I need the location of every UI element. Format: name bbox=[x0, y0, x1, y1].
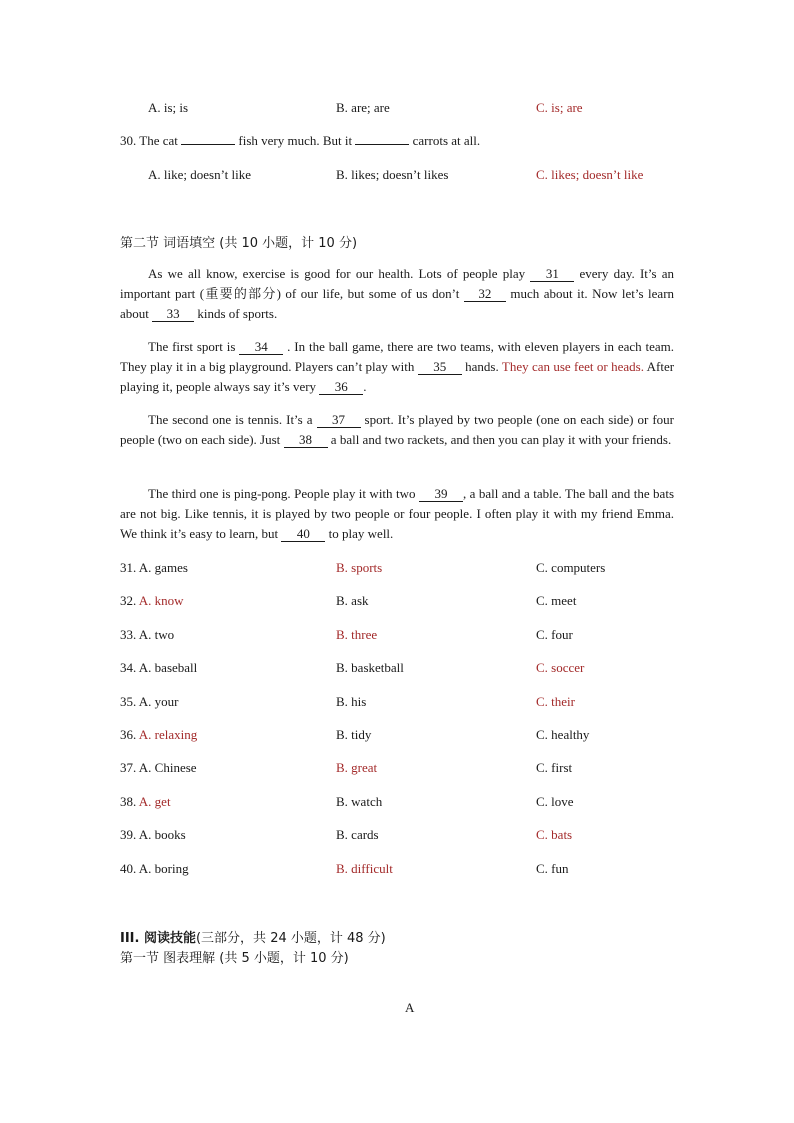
q29-option-a: A. is; is bbox=[148, 100, 189, 115]
q29-option-b: B. are; are bbox=[336, 100, 390, 115]
option-b: B. tidy bbox=[336, 727, 372, 742]
option-a: A. books bbox=[138, 827, 186, 842]
option-a: A. two bbox=[138, 627, 175, 642]
blank-31: 31 bbox=[530, 267, 574, 282]
option-b: B. great bbox=[336, 760, 378, 775]
passage-paragraph-2 bbox=[120, 337, 674, 397]
p2-text-1: The first sport is bbox=[148, 339, 236, 354]
blank-32: 32 bbox=[464, 287, 506, 302]
p2-red-sentence: They can use feet or heads. bbox=[501, 359, 644, 374]
question-number-and-option-a bbox=[120, 727, 197, 743]
q30-option-a: A. like; doesn’t like bbox=[148, 167, 252, 182]
p3-text-2: sport. It’s played by two people (one on each side) or four people (two on each side). Just bbox=[120, 412, 675, 447]
question-number-and-option-a bbox=[120, 861, 189, 877]
option-a: A. relaxing bbox=[138, 727, 198, 742]
question-number-and-option-a bbox=[120, 694, 179, 710]
option-b: B. sports bbox=[336, 560, 383, 575]
p1-text-2: every day. It’s an important part (重要的部分) of our life, but some of us don’t bbox=[120, 266, 675, 301]
question-number: 31. bbox=[120, 560, 137, 575]
option-b: B. three bbox=[336, 627, 378, 642]
question-number: 34. bbox=[120, 660, 137, 675]
option-c: C. love bbox=[536, 794, 574, 809]
blank-37: 37 bbox=[317, 413, 361, 428]
p2-text-5: . bbox=[363, 379, 367, 394]
option-a: A. Chinese bbox=[138, 760, 197, 775]
question-number: 38. bbox=[120, 794, 137, 809]
p2-text-2: . In the ball game, there are two teams, with eleven players in each team. They play it in a big playground. Players can’t play with bbox=[120, 339, 675, 374]
section-3-title-rest: (三部分，共 24 小题，计 48 分) bbox=[195, 931, 386, 946]
p1-text-1: As we all know, exercise is good for our health. Lots of people play bbox=[148, 266, 526, 281]
q30-option-c: C. likes; doesn’t like bbox=[536, 167, 644, 182]
section-2-heading: 第二节 词语填空 (共 10 小题，计 10 分) bbox=[120, 236, 358, 251]
passage-paragraph-4 bbox=[120, 484, 674, 544]
option-a: A. games bbox=[138, 560, 188, 575]
question-number: 33. bbox=[120, 627, 137, 642]
blank-39: 39 bbox=[419, 487, 463, 502]
section-3-title-bold: III. 阅读技能 bbox=[120, 931, 196, 946]
option-a: A. boring bbox=[138, 861, 189, 876]
q30-text-1: The cat bbox=[139, 133, 178, 148]
p3-text-3: a ball and two rackets, and then you can play it with your friends. bbox=[330, 432, 672, 447]
q30-blank-1 bbox=[181, 144, 235, 145]
q30-number: 30. bbox=[120, 133, 137, 148]
q29-option-c: C. is; are bbox=[536, 100, 583, 115]
blank-38: 38 bbox=[284, 433, 328, 448]
question-number: 36. bbox=[120, 727, 137, 742]
q30-text-3: carrots at all. bbox=[412, 133, 481, 148]
option-c: C. meet bbox=[536, 593, 577, 608]
question-number-and-option-a bbox=[120, 593, 184, 609]
option-a: A. know bbox=[138, 593, 184, 608]
question-number: 32. bbox=[120, 593, 137, 608]
p3-text-1: The second one is tennis. It’s a bbox=[148, 412, 313, 427]
q30-blank-2 bbox=[355, 144, 409, 145]
option-c: C. fun bbox=[536, 861, 569, 876]
option-b: B. watch bbox=[336, 794, 383, 809]
question-number: 39. bbox=[120, 827, 137, 842]
option-b: B. cards bbox=[336, 827, 379, 842]
p2-text-3: hands. bbox=[465, 359, 499, 374]
option-b: B. basketball bbox=[336, 660, 404, 675]
option-a: A. get bbox=[138, 794, 171, 809]
section-3-subheading: 第一节 图表理解 (共 5 小题，计 10 分) bbox=[120, 951, 349, 966]
question-number-and-option-a bbox=[120, 794, 171, 810]
question-number-and-option-a bbox=[120, 660, 197, 676]
p1-text-4: kinds of sports. bbox=[197, 306, 278, 321]
passage-paragraph-1 bbox=[120, 264, 674, 324]
option-c: C. first bbox=[536, 760, 573, 775]
question-number-and-option-a bbox=[120, 560, 188, 576]
question-number-and-option-a bbox=[120, 827, 186, 843]
p1-text-3: much about it. Now let’s learn about bbox=[120, 286, 675, 321]
blank-36: 36 bbox=[319, 380, 363, 395]
option-a: A. your bbox=[138, 694, 179, 709]
blank-33: 33 bbox=[152, 307, 194, 322]
question-number: 37. bbox=[120, 760, 137, 775]
passage-letter: A bbox=[405, 1000, 415, 1015]
blank-40: 40 bbox=[281, 527, 325, 542]
blank-35: 35 bbox=[418, 360, 462, 375]
option-c: C. healthy bbox=[536, 727, 590, 742]
option-b: B. his bbox=[336, 694, 367, 709]
q30-text-2: fish very much. But it bbox=[238, 133, 353, 148]
option-c: C. four bbox=[536, 627, 573, 642]
blank-34: 34 bbox=[239, 340, 283, 355]
p4-text-1: The third one is ping-pong. People play it with two bbox=[148, 486, 416, 501]
q30-stem bbox=[120, 133, 480, 149]
question-number: 40. bbox=[120, 861, 137, 876]
passage-paragraph-3 bbox=[120, 410, 674, 450]
question-number-and-option-a bbox=[120, 627, 174, 643]
question-number-and-option-a bbox=[120, 760, 197, 776]
q30-option-b: B. likes; doesn’t likes bbox=[336, 167, 449, 182]
option-b: B. difficult bbox=[336, 861, 393, 876]
option-b: B. ask bbox=[336, 593, 369, 608]
p2-text-4: After playing it, people always say it’s very bbox=[120, 359, 675, 394]
question-number: 35. bbox=[120, 694, 137, 709]
option-c: C. their bbox=[536, 694, 575, 709]
p4-text-2: , a ball and a table. The ball and the bats are not big. Like tennis, it is played by two people or four people. I often play it with my friend Emma. We think it’s easy to learn, but bbox=[120, 486, 674, 541]
option-c: C. computers bbox=[536, 560, 606, 575]
p4-text-3: to play well. bbox=[328, 526, 394, 541]
option-c: C. bats bbox=[536, 827, 573, 842]
section-3-title bbox=[120, 927, 386, 946]
option-a: A. baseball bbox=[138, 660, 198, 675]
option-c: C. soccer bbox=[536, 660, 585, 675]
